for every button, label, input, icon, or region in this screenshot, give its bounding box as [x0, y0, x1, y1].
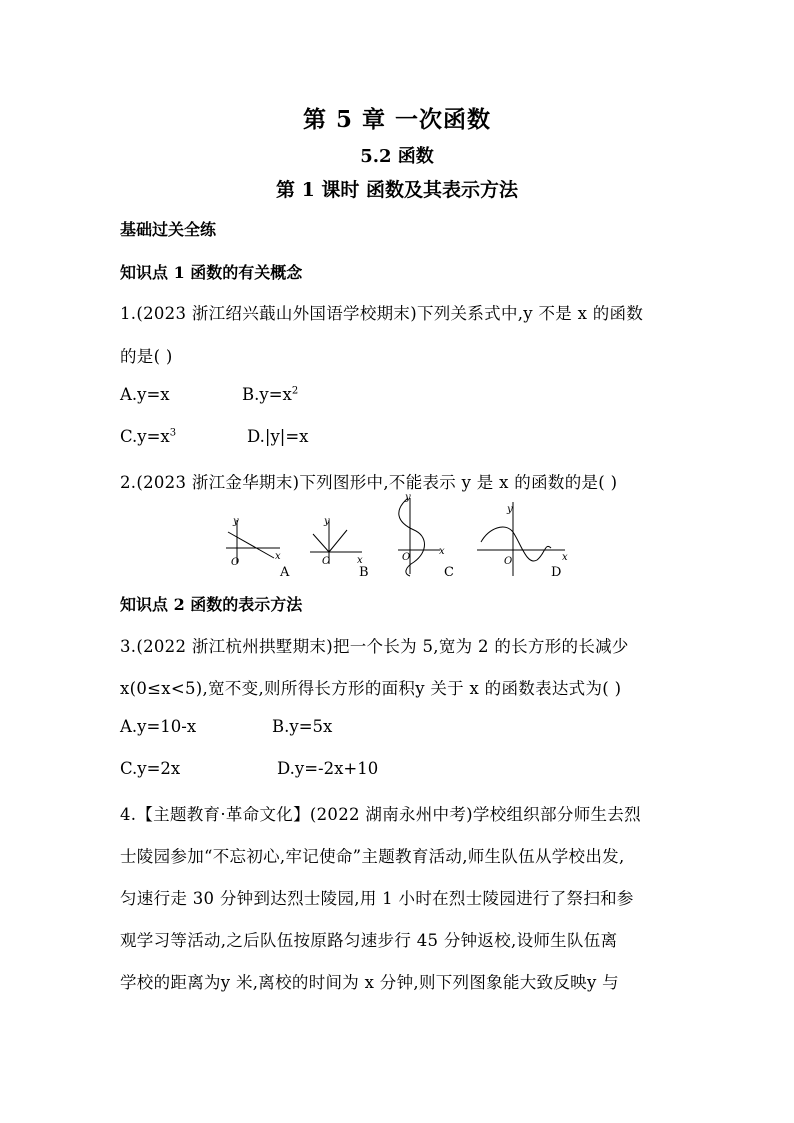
lesson-title: 第 1 课时 函数及其表示方法 [275, 179, 519, 201]
graph-a-x-label: x [275, 551, 281, 562]
graph-d-label: D [551, 565, 562, 580]
graph-a-origin-label: O [231, 557, 240, 568]
question-2-line-1: 2.(2023 浙江金华期末)下列图形中,不能表示 y 是 x 的函数的是( ) [120, 473, 618, 492]
graph-d-origin-label: O [504, 556, 513, 567]
graph-d-x-label: x [562, 552, 568, 563]
question-3-option-c: C.y=2x [120, 759, 181, 778]
question-1-option-b [242, 385, 298, 404]
question-3-option-a: A.y=10-x [120, 717, 197, 736]
graph-b-x-label: x [357, 555, 363, 566]
option-b-exponent: 2 [291, 385, 299, 397]
graph-a-label: A [280, 565, 290, 580]
question-3-option-d: D.y=-2x+10 [277, 759, 379, 778]
option-c-exponent: 3 [169, 427, 177, 439]
question-4-line-3: 匀速行走 30 分钟到达烈士陵园,用 1 小时在烈士陵园进行了祭扫和参 [120, 889, 634, 908]
graph-b-y-label: y [324, 516, 330, 527]
graph-c-x-label: x [439, 546, 445, 557]
knowledge-point-2-heading: 知识点 2 函数的表示方法 [120, 595, 303, 614]
graph-c-y-label: y [405, 492, 411, 503]
graph-b-figure [307, 492, 372, 580]
question-3-option-b: B.y=5x [272, 717, 333, 736]
graph-c-figure [392, 492, 462, 582]
knowledge-point-1-heading: 知识点 1 函数的有关概念 [120, 263, 303, 282]
question-2-graphs [222, 492, 582, 582]
graph-c-label: C [444, 565, 454, 580]
question-1-option-d: D.|y|=x [247, 427, 309, 446]
question-1-option-a: A.y=x [120, 385, 170, 404]
graph-b-label: B [359, 565, 369, 580]
graph-b-origin-label: O [322, 556, 331, 567]
question-4-line-2: 士陵园参加“不忘初心,牢记使命”主题教育活动,师生队伍从学校出发, [120, 847, 625, 866]
question-1-option-c [120, 427, 176, 446]
graph-c-origin-label: O [402, 552, 411, 563]
graph-a-y-label: y [233, 516, 239, 527]
section-title: 5.2 函数 [360, 146, 434, 167]
question-1-line-1: 1.(2023 浙江绍兴蕺山外国语学校期末)下列关系式中,y 不是 x 的函数 [120, 304, 644, 323]
question-3-line-1: 3.(2022 浙江杭州拱墅期末)把一个长为 5,宽为 2 的长方形的长减少 [120, 637, 629, 656]
graph-a-figure [222, 492, 297, 580]
question-1-line-2: 的是( ) [120, 347, 173, 366]
option-c-base: C.y=x [120, 427, 170, 446]
option-b-base: B.y=x [242, 385, 292, 404]
question-4-line-5: 学校的距离为y 米,离校的时间为 x 分钟,则下列图象能大致反映y 与 [120, 973, 619, 992]
practice-heading: 基础过关全练 [120, 220, 217, 239]
graph-d-y-label: y [507, 504, 513, 515]
question-3-line-2: x(0≤x<5),宽不变,则所得长方形的面积y 关于 x 的函数表达式为( ) [120, 679, 622, 698]
question-4-line-4: 观学习等活动,之后队伍按原路匀速步行 45 分钟返校,设师生队伍离 [120, 931, 618, 950]
graph-d-figure [475, 492, 580, 580]
question-4-line-1: 4.【主题教育·革命文化】(2022 湖南永州中考)学校组织部分师生去烈 [120, 805, 641, 824]
chapter-title: 第 5 章 一次函数 [302, 106, 492, 133]
